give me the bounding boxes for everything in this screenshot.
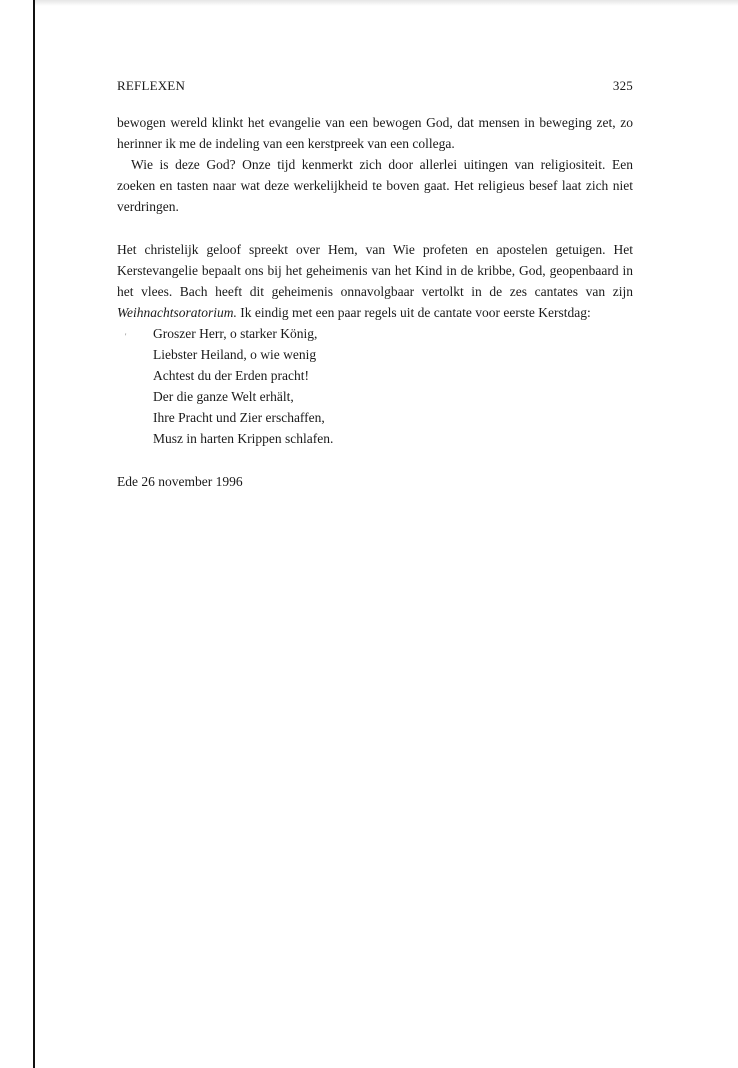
poem-margin-mark: ' <box>125 332 127 341</box>
section-gap <box>117 217 633 239</box>
document-page <box>117 78 633 492</box>
poem-line-4: Der die ganze Welt erhält, <box>153 389 294 404</box>
paragraph-2: Wie is deze God? Onze tijd kenmerkt zich door allerlei uitingen van religiositeit. Een zoeken en tasten naar wat deze werkelijkheid te boven gaat. Het religieus besef laat zich niet verdringen. <box>117 157 633 214</box>
running-head <box>117 78 633 94</box>
paragraph-3-text-a: Het christelijk geloof spreekt over Hem, van Wie profeten en apostelen getuigen. Het Kerstevangelie bepaalt ons bij het geheimenis van het Kind in de kribbe, God, geopenbaard in het vlees. Bach heeft dit geheimenis onnavolgbaar vertolkt in de zes cantates van zijn <box>117 242 633 299</box>
dateline: Ede 26 november 1996 <box>117 474 243 489</box>
work-title-italic: Weihnachtsoratorium. <box>117 305 237 320</box>
paragraph-3-text-b: Ik eindig met een paar regels uit de cantate voor eerste Kerstdag: <box>236 305 591 320</box>
poem-line-6: Musz in harten Krippen schlafen. <box>153 431 334 446</box>
page-edge-line <box>33 0 35 1068</box>
poem-line-2: Liebster Heiland, o wie wenig <box>153 347 317 362</box>
running-title: REFLEXEN <box>117 78 186 93</box>
page-number: 325 <box>612 78 633 93</box>
poem-line-3: Achtest du der Erden pracht! <box>153 368 309 383</box>
poem-quote <box>125 323 633 449</box>
scan-shadow <box>35 0 738 6</box>
poem-line-5: Ihre Pracht und Zier erschaffen, <box>153 410 325 425</box>
paragraph-1: bewogen wereld klinkt het evangelie van een bewogen God, dat mensen in beweging zet, zo herinner ik me de indeling van een kerstpreek van een collega. <box>117 115 633 151</box>
paragraph-3 <box>117 239 633 323</box>
poem-line-1: Groszer Herr, o starker König, <box>153 326 318 341</box>
